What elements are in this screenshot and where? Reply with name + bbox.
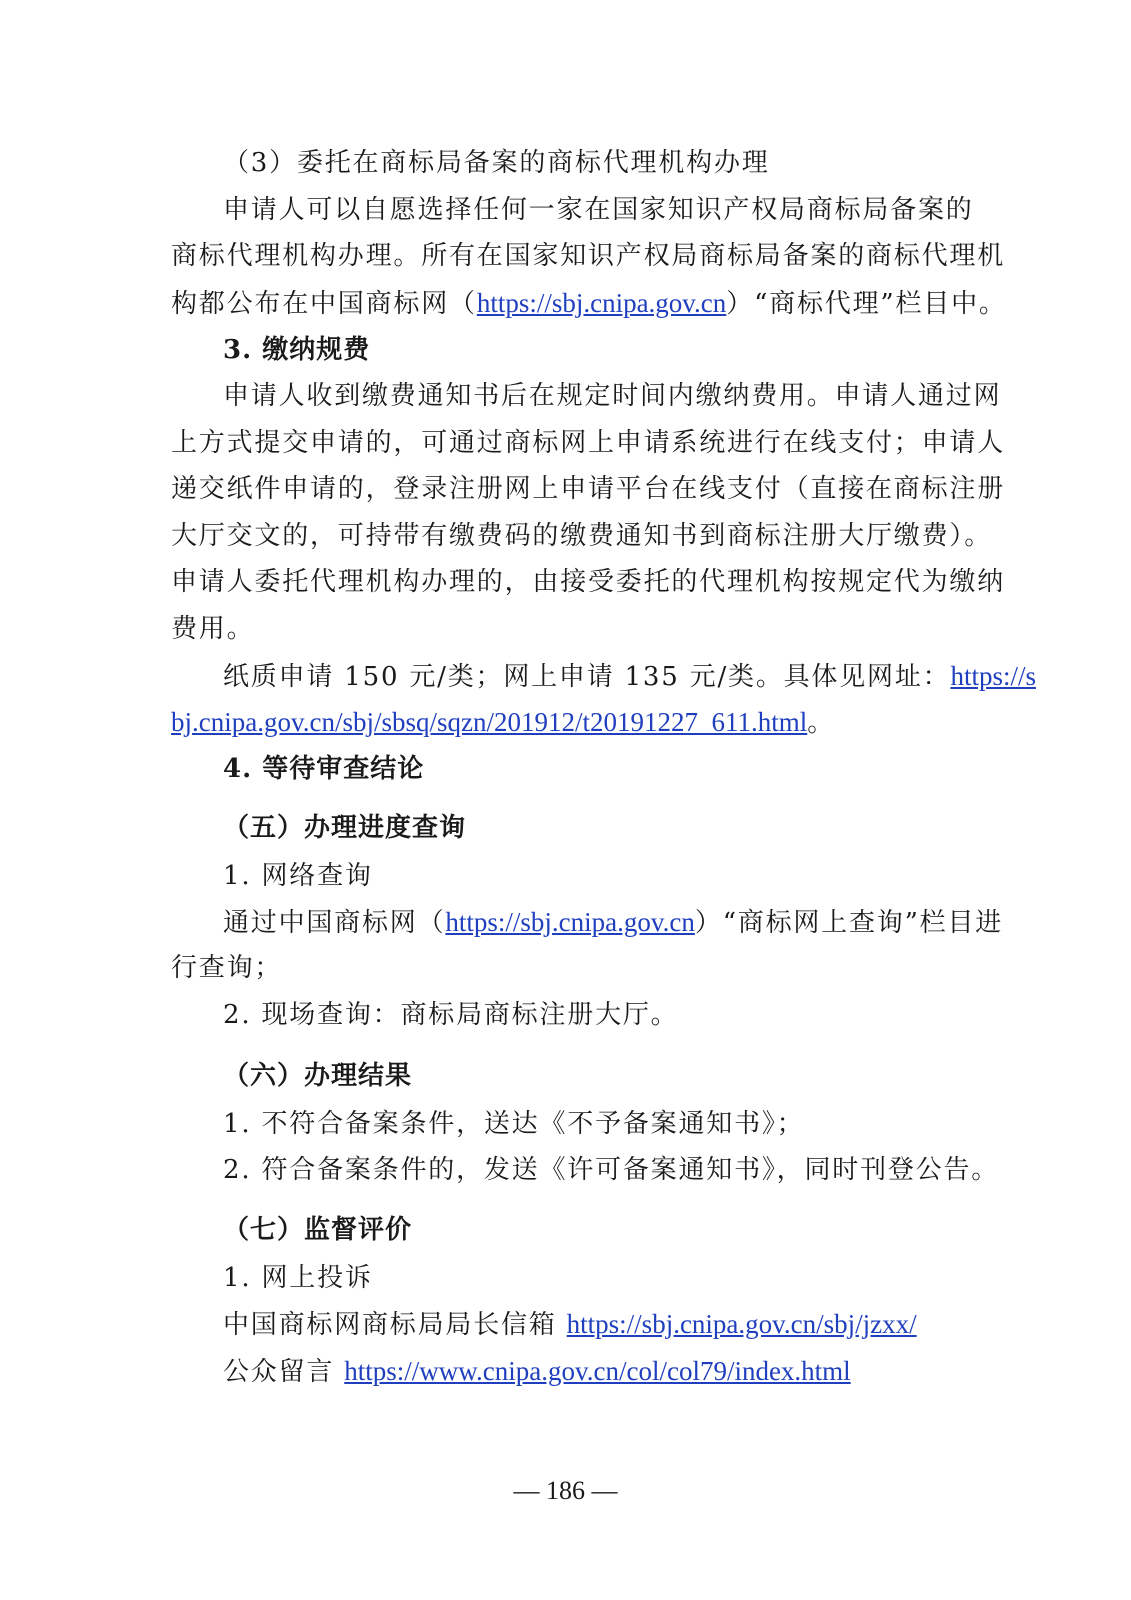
text-segment: 构都公布在中国商标网（	[171, 289, 477, 319]
paragraph-line: 大厅交文的，可持带有缴费码的缴费通知书到商标注册大厅缴费）。	[171, 521, 993, 551]
paragraph-line	[171, 286, 1007, 321]
heading-await-result: 4. 等待审查结论	[223, 754, 425, 784]
paragraph-line	[223, 1307, 961, 1342]
paragraph-line: 行查询；	[171, 953, 283, 983]
section-result-title: （六）办理结果	[223, 1061, 413, 1091]
paragraph-line	[223, 659, 1036, 694]
paragraph-line: 申请人委托代理机构办理的，由接受委托的代理机构按规定代为缴纳	[171, 567, 1006, 597]
fee-standard-link-continued[interactable]: bj.cnipa.gov.cn/sbj/sbsq/sqzn/201912/t20191227_611.html	[171, 707, 808, 737]
list-item: 2. 现场查询：商标局商标注册大厅。	[223, 1000, 679, 1030]
list-item: 2. 符合备案条件的，发送《许可备案通知书》，同时刊登公告。	[223, 1155, 1000, 1185]
paragraph-line: 上方式提交申请的，可通过商标网上申请系统进行在线支付；申请人	[171, 428, 1006, 458]
item-3-title: （3）委托在商标局备案的商标代理机构办理	[223, 148, 770, 178]
public-message-link[interactable]: https://www.cnipa.gov.cn/col/col79/index.html	[344, 1356, 851, 1386]
fee-standard-link[interactable]: https://s	[950, 661, 1036, 691]
section-progress-query-title: （五）办理进度查询	[223, 813, 467, 843]
paragraph-line: 递交纸件申请的，登录注册网上申请平台在线支付（直接在商标注册	[171, 474, 1006, 504]
list-item: 1. 不符合备案条件，送达《不予备案通知书》；	[223, 1109, 805, 1139]
paragraph-line: 商标代理机构办理。所有在国家知识产权局商标局备案的商标代理机	[171, 241, 1006, 271]
section-supervision-title: （七）监督评价	[223, 1215, 413, 1245]
page-number: — 186 —	[513, 1476, 618, 1505]
paragraph-line: 费用。	[171, 614, 255, 644]
fee-amount-text: 纸质申请 150 元/类；网上申请 135 元/类。具体见网址：	[223, 662, 951, 692]
director-mailbox-link[interactable]: https://sbj.cnipa.gov.cn/sbj/jzxx/	[566, 1309, 917, 1339]
paragraph-line	[171, 705, 961, 740]
paragraph-line	[223, 905, 1004, 940]
text-segment: 公众留言	[223, 1357, 345, 1387]
list-item: 1. 网上投诉	[223, 1263, 373, 1293]
paragraph-line: 申请人收到缴费通知书后在规定时间内缴纳费用。申请人通过网	[223, 381, 1002, 411]
list-item: 1. 网络查询	[223, 861, 373, 891]
text-segment: ）“商标代理”栏目中。	[726, 289, 1007, 319]
text-segment: ）“商标网上查询”栏目进	[694, 908, 1004, 938]
heading-pay-fees: 3. 缴纳规费	[223, 335, 371, 365]
text-segment: 中国商标网商标局局长信箱	[223, 1310, 567, 1340]
paragraph-line: 申请人可以自愿选择任何一家在国家知识产权局商标局备案的	[223, 195, 974, 225]
text-segment: 通过中国商标网（	[223, 908, 446, 938]
cnipa-home-link[interactable]: https://sbj.cnipa.gov.cn	[476, 288, 727, 318]
paragraph-line	[223, 1354, 961, 1389]
text-segment: 。	[807, 708, 836, 738]
cnipa-query-link[interactable]: https://sbj.cnipa.gov.cn	[445, 907, 695, 937]
